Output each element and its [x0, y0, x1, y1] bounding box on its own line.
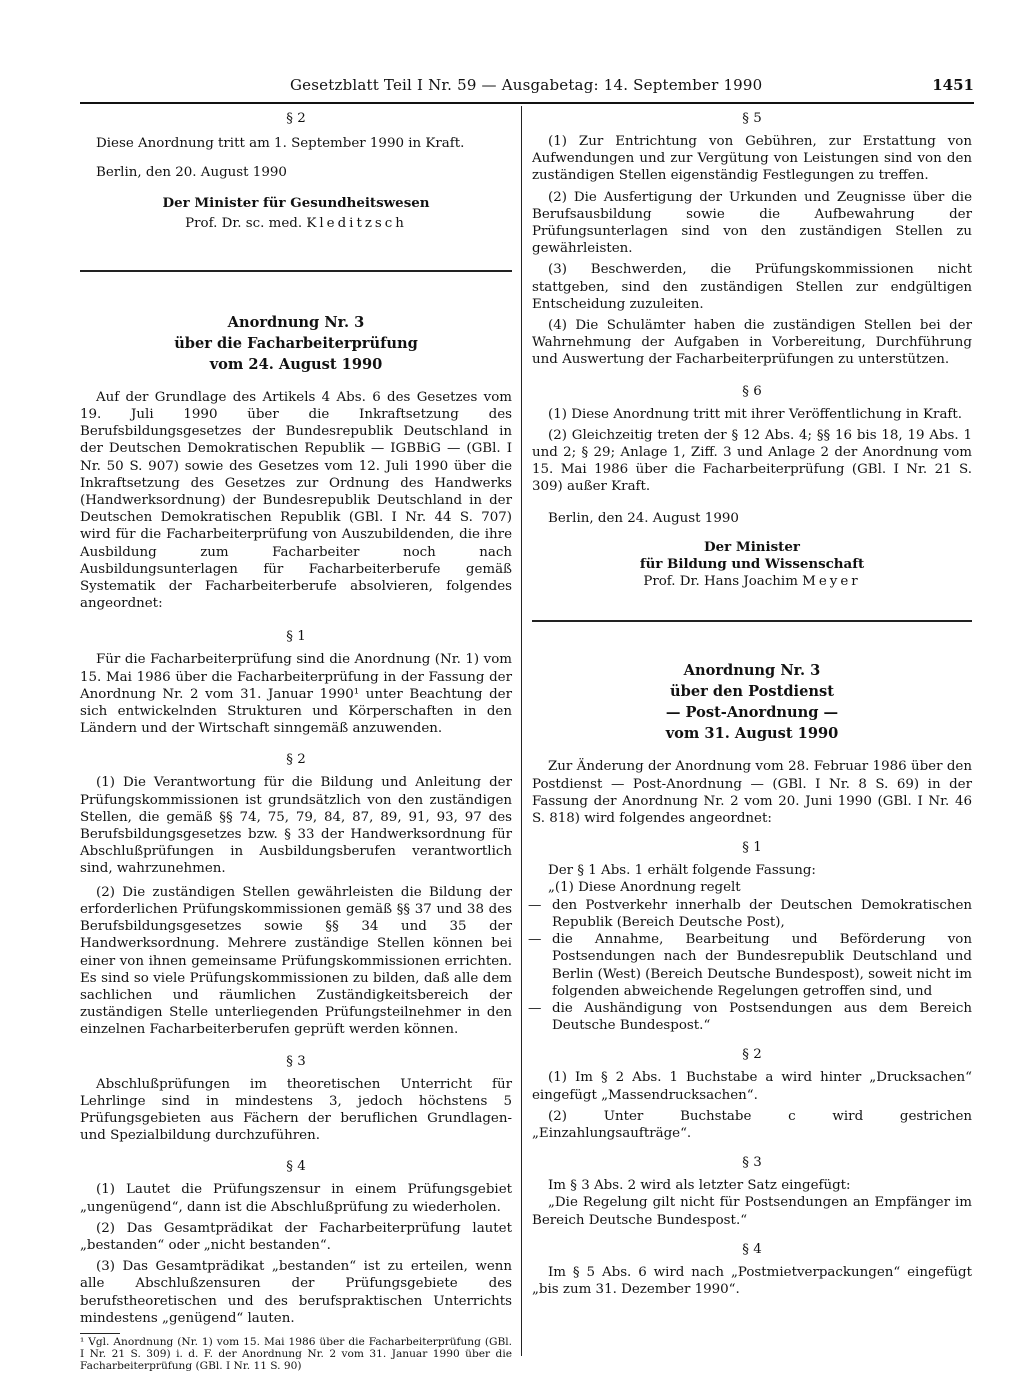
paragraph: Zur Änderung der Anordnung vom 28. Februar 1986 über den Postdienst — Post-Anordnung — (GBl. I Nr. 8 S. 69) in der Fassung der Anordnung Nr. 2 vom 20. Juni 1990 (GBl. I Nr. 46 S. 818) wird folgendes angeordnet:	[532, 759, 972, 827]
separator-rule	[80, 270, 512, 272]
paragraph: Abschlußprüfungen im theoretischen Unterricht für Lehrlinge sind in mindestens 3, jedoch höchstens 5 Prüfungsgebieten aus Fächern der beruflichen Grundlagen- und Spezialbildung durchzuführen.	[80, 1076, 512, 1144]
footnote-rule	[80, 1333, 120, 1334]
paragraph: (1) Die Verantwortung für die Bildung und Anleitung der Prüfungskommissionen ist grundsätzlich von den zuständigen Stellen, die gemäß §§ 74, 75, 79, 84, 87, 89, 91, 93, 97 des Berufsbildungsgesetzes bzw. § 33 der Handwerksordnung für Abschlußprüfungen in Ausbildungsberufen verantwortlich sind, wahrzunehmen.	[80, 775, 512, 877]
column-divider	[521, 106, 522, 1356]
doc-subtitle: über den Postdienst	[670, 683, 834, 701]
paragraph: (3) Das Gesamtprädikat „bestanden“ ist zu erteilen, wenn alle Abschlußzensuren der Prüfungsgebiete des berufstheoretischen und des berufspraktischen Unterrichts mindestens „genügend“ lauten.	[80, 1259, 512, 1326]
paragraph: (1) Zur Entrichtung von Gebühren, zur Erstattung von Aufwendungen und zur Vergütung von Leistungen sind von den zuständigen Stellen eigenständig Festlegungen zu treffen.	[532, 134, 972, 184]
left-column	[80, 110, 512, 1373]
doc-short-title: — Post-Anordnung —	[665, 704, 839, 722]
place-date: Berlin, den 20. August 1990	[96, 165, 287, 181]
section-title: § 2	[742, 1047, 762, 1063]
paragraph: (2) Unter Buchstabe c wird gestrichen „Einzahlungsaufträge“.	[532, 1108, 972, 1141]
list-item: — die Annahme, Bearbeitung und Beförderung von Postsendungen nach der Bundesrepublik Deutschland und Berlin (West) (Bereich Deutsche Bundespost), soweit nicht im folgenden abweichende Regelungen getroffen sind, und	[532, 931, 972, 1000]
doc-date: vom 31. August 1990	[665, 725, 839, 743]
paragraph: (2) Gleichzeitig treten der § 12 Abs. 4; §§ 16 bis 18, 19 Abs. 1 und 2; § 29; Anlage 1, Ziff. 3 und Anlage 2 der Anordnung vom 15. Mai 1986 über die Facharbeiterprüfung (GBl. I Nr. 21 S. 309) außer Kraft.	[532, 427, 972, 495]
section-title: § 4	[286, 1159, 306, 1175]
doc-date: vom 24. August 1990	[209, 355, 383, 373]
paragraph: (1) Diese Anordnung tritt mit ihrer Veröffentlichung in Kraft.	[548, 406, 963, 422]
doc-title: Anordnung Nr. 3	[227, 313, 365, 331]
paragraph: Diese Anordnung tritt am 1. September 1990 in Kraft.	[96, 136, 465, 151]
doc-heading	[80, 312, 512, 375]
paragraph: (1) Im § 2 Abs. 1 Buchstabe a wird hinter „Drucksachen“ eingefügt „Massendrucksachen“.	[532, 1070, 972, 1103]
list-item: — die Aushändigung von Postsendungen aus dem Bereich Deutsche Bundespost.“	[532, 1000, 972, 1034]
place-date: Berlin, den 24. August 1990	[548, 510, 739, 526]
quote: „(1) Diese Anordnung regelt	[548, 880, 741, 896]
paragraph: Im § 3 Abs. 2 wird als letzter Satz eingefügt:	[548, 1178, 851, 1194]
section-title: § 2	[286, 752, 306, 768]
quote: „Die Regelung gilt nicht für Postsendungen an Empfänger im Bereich Deutsche Bundespost.“	[532, 1195, 972, 1228]
paragraph: (2) Die zuständigen Stellen gewährleisten die Bildung der erforderlichen Prüfungskommissionen gemäß §§ 37 und 38 des Berufsbildungsgesetzes sowie §§ 34 und 35 der Handwerksordnung. Mehrere zuständige Stellen können bei einer von ihnen gemeinsame Prüfungskommissionen errichten. Es sind so viele Prüfungskommissionen zu bilden, daß alle dem sachlichen und räumlichen Zuständigkeitsbereich der zuständigen Stelle unterliegenden Prüfungsteilnehmer in den einzelnen Facharbeiterberufen geprüft werden können.	[80, 884, 512, 1038]
section-title: § 3	[742, 1155, 762, 1171]
section-title: § 2	[286, 111, 306, 126]
signature-prefix: Prof. Dr. sc. med.	[185, 215, 303, 231]
signature-surname: Meyer	[802, 574, 861, 590]
separator-rule	[532, 620, 972, 622]
page-number: 1451	[932, 76, 974, 94]
paragraph: (4) Die Schulämter haben die zuständigen Stellen bei der Wahrnehmung der Aufgaben in Vorbereitung, Durchführung und Auswertung der Facharbeiterprüfungen zu unterstützen.	[532, 318, 972, 368]
paragraph: (2) Die Ausfertigung der Urkunden und Zeugnisse über die Berufsausbildung sowie die Aufbewahrung der Prüfungsunterlagen sind von den zuständigen Stellen zu gewährleisten.	[532, 189, 972, 257]
signature-name	[532, 573, 972, 590]
paragraph: (1) Lautet die Prüfungszensur in einem Prüfungsgebiet „ungenügend“, dann ist die Abschlußprüfung zu wiederholen.	[80, 1182, 512, 1215]
section-title: § 4	[742, 1241, 762, 1257]
doc-subtitle: über die Facharbeiterprüfung	[174, 334, 418, 352]
signature-name	[80, 215, 512, 232]
doc-title: Anordnung Nr. 3	[683, 662, 821, 680]
doc-heading	[532, 660, 972, 744]
section-title: § 1	[742, 840, 762, 856]
paragraph: Für die Facharbeiterprüfung sind die Anordnung (Nr. 1) vom 15. Mai 1986 über die Facharbeiterprüfung in der Fassung der Anordnung Nr. 2 vom 31. Januar 1990¹ unter Beachtung der sich entwickelnden Strukturen und Körperschaften in den Ländern und der Wirtschaft sinngemäß anzuwenden.	[80, 652, 512, 737]
section-title: § 6	[742, 383, 762, 399]
section-title: § 1	[286, 629, 306, 645]
signature-title-2: für Bildung und Wissenschaft	[639, 556, 865, 573]
list-item: — den Postverkehr innerhalb der Deutschen Demokratischen Republik (Bereich Deutsche Post),	[532, 897, 972, 931]
paragraph: Im § 5 Abs. 6 wird nach „Postmietverpackungen“ eingefügt „bis zum 31. Dezember 1990“.	[532, 1264, 972, 1297]
right-column	[532, 110, 972, 1298]
gazette-title: Gesetzblatt Teil I Nr. 59 — Ausgabetag: 14. September 1990	[290, 76, 763, 94]
page-header	[80, 76, 974, 104]
dash-list	[532, 897, 972, 1035]
signature-prefix: Prof. Dr. Hans Joachim	[643, 574, 798, 590]
paragraph: Der § 1 Abs. 1 erhält folgende Fassung:	[548, 863, 816, 879]
signature-title: Der Minister	[704, 538, 800, 555]
signature-title: Der Minister für Gesundheitswesen	[162, 195, 430, 212]
section-title: § 3	[286, 1053, 306, 1069]
signature-surname: Kleditzsch	[306, 215, 407, 231]
footnote: ¹ Vgl. Anordnung (Nr. 1) vom 15. Mai 1986 über die Facharbeiterprüfung (GBl. I Nr. 21 S. 309) i. d. F. der Anordnung Nr. 2 vom 31. Januar 1990 über die Facharbeiterprüfung (GBl. I Nr. 11 S. 90)	[80, 1335, 512, 1373]
preamble: Auf der Grundlage des Artikels 4 Abs. 6 des Gesetzes vom 19. Juli 1990 über die Inkraftsetzung des Berufsbildungsgesetzes der Bundesrepublik Deutschland in der Deutschen Demokratischen Republik — IGBBiG — (GBl. I Nr. 50 S. 907) sowie des Gesetzes vom 12. Juli 1990 über die Inkraftsetzung des Gesetzes zur Ordnung des Handwerks (Handwerksordnung) der Bundesrepublik Deutschland in der Deutschen Demokratischen Republik (GBl. I Nr. 44 S. 707) wird für die Facharbeiterprüfung von Auszubildenden, die ihre Ausbildung zum Facharbeiter noch nach Ausbildungsunterlagen für Facharbeiterberufe gemäß Systematik der Facharbeiterberufe absolvieren, folgendes angeordnet:	[80, 389, 512, 612]
section-title: § 5	[742, 111, 762, 126]
paragraph: (2) Das Gesamtprädikat der Facharbeiterprüfung lautet „bestanden“ oder „nicht bestanden“.	[80, 1220, 512, 1253]
paragraph: (3) Beschwerden, die Prüfungskommissionen nicht stattgeben, sind den zuständigen Stellen zur endgültigen Entscheidung zuzuleiten.	[532, 262, 972, 312]
